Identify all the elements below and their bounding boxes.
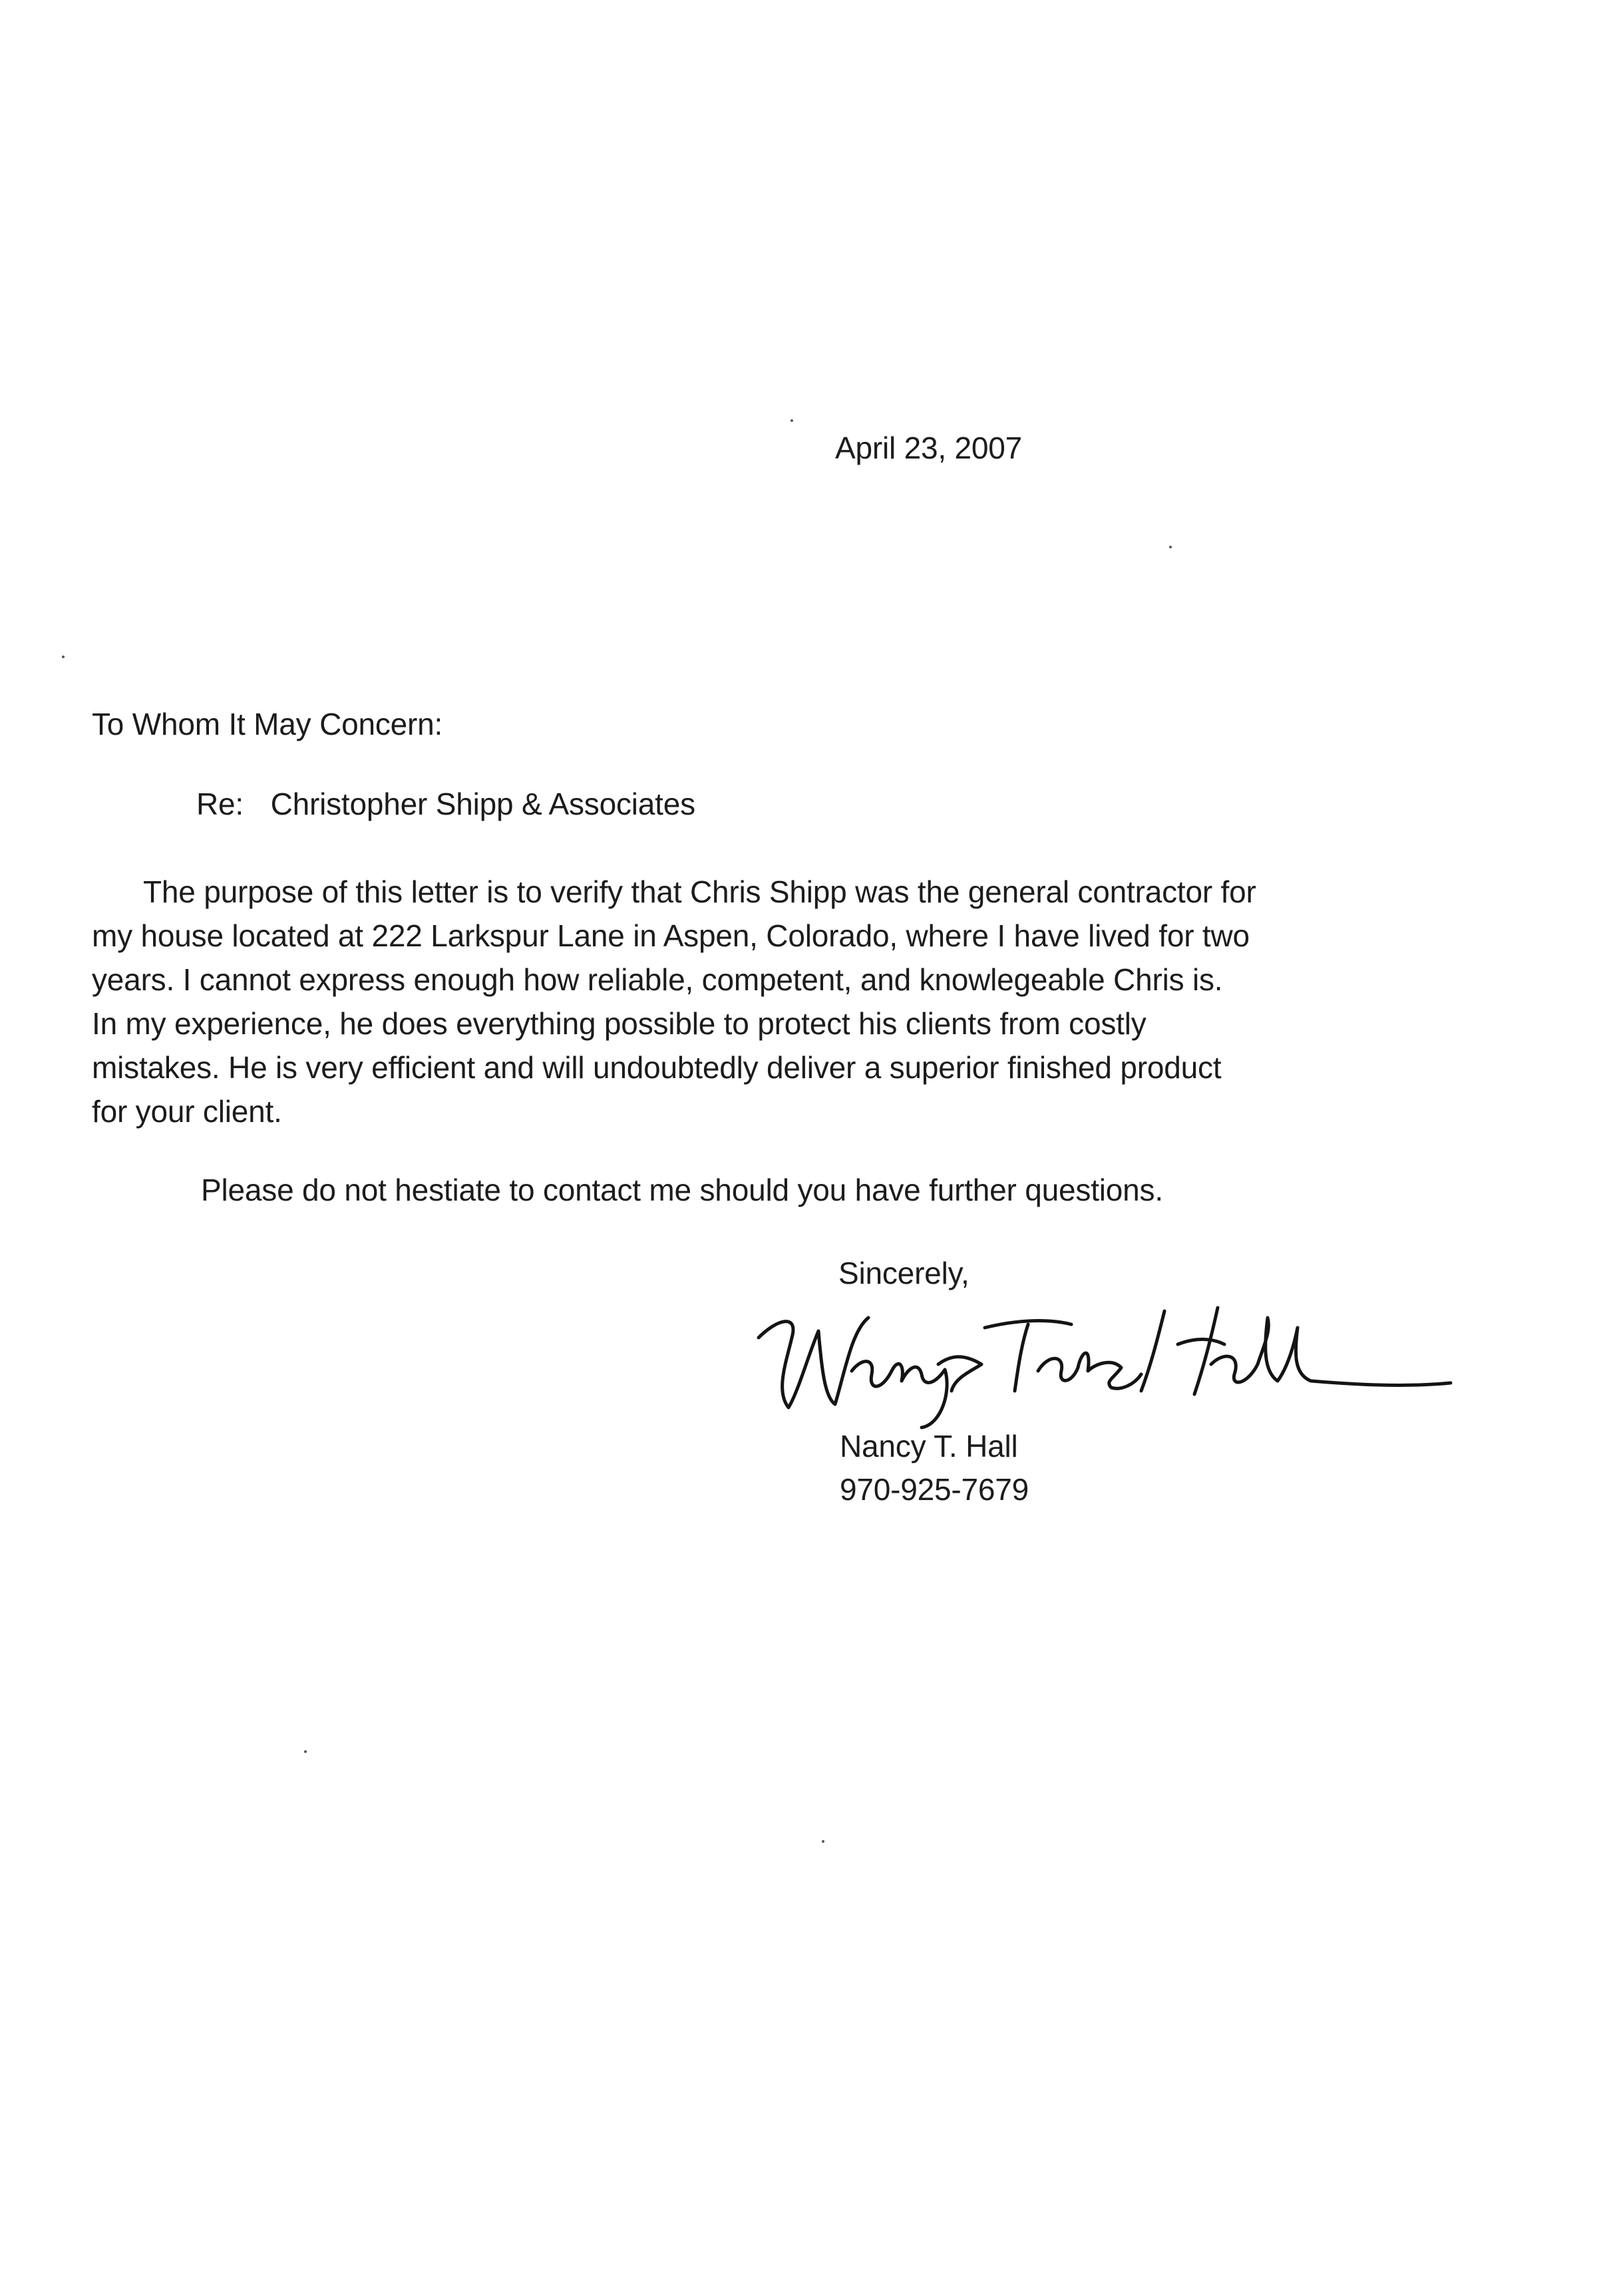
signer-name: Nancy T. Hall	[840, 1429, 1018, 1463]
scan-speck	[791, 419, 793, 422]
letter-date: April 23, 2007	[835, 431, 1023, 465]
signature-stroke	[759, 1318, 868, 1408]
signature-stroke	[1211, 1318, 1311, 1382]
signature-stroke	[1311, 1381, 1451, 1385]
body-line: mistakes. He is very efficient and will undoubtedly deliver a superior finished product	[92, 1050, 1222, 1085]
scan-speck	[304, 1750, 307, 1753]
body-line: my house located at 222 Larkspur Lane in Aspen, Colorado, where I have lived for two	[92, 918, 1250, 953]
signature-stroke	[1015, 1324, 1028, 1391]
scan-speck	[1169, 546, 1172, 548]
re-line	[196, 782, 695, 826]
scan-speck	[62, 656, 65, 658]
salutation: To Whom It May Concern:	[92, 707, 443, 741]
signature-stroke	[852, 1362, 947, 1428]
closing-paragraph: Please do not hestiate to contact me should you have further questions.	[201, 1173, 1163, 1207]
re-label: Re:	[196, 787, 244, 821]
handwritten-signature	[752, 1291, 1457, 1431]
signature-stroke	[1038, 1353, 1141, 1388]
body-line: The purpose of this letter is to verify that Chris Shipp was the general contractor for	[143, 874, 1256, 909]
closing: Sincerely,	[838, 1256, 970, 1290]
signer-phone: 970-925-7679	[840, 1472, 1029, 1507]
body-line: years. I cannot express enough how reliable, competent, and knowlegeable Chris is.	[92, 962, 1223, 997]
body-line: for your client.	[92, 1094, 282, 1129]
re-subject: Christopher Shipp & Associates	[270, 787, 695, 821]
body-line: In my experience, he does everything possible to protect his clients from costly	[92, 1006, 1147, 1041]
scan-speck	[822, 1840, 824, 1843]
signature-stroke	[1141, 1308, 1224, 1394]
